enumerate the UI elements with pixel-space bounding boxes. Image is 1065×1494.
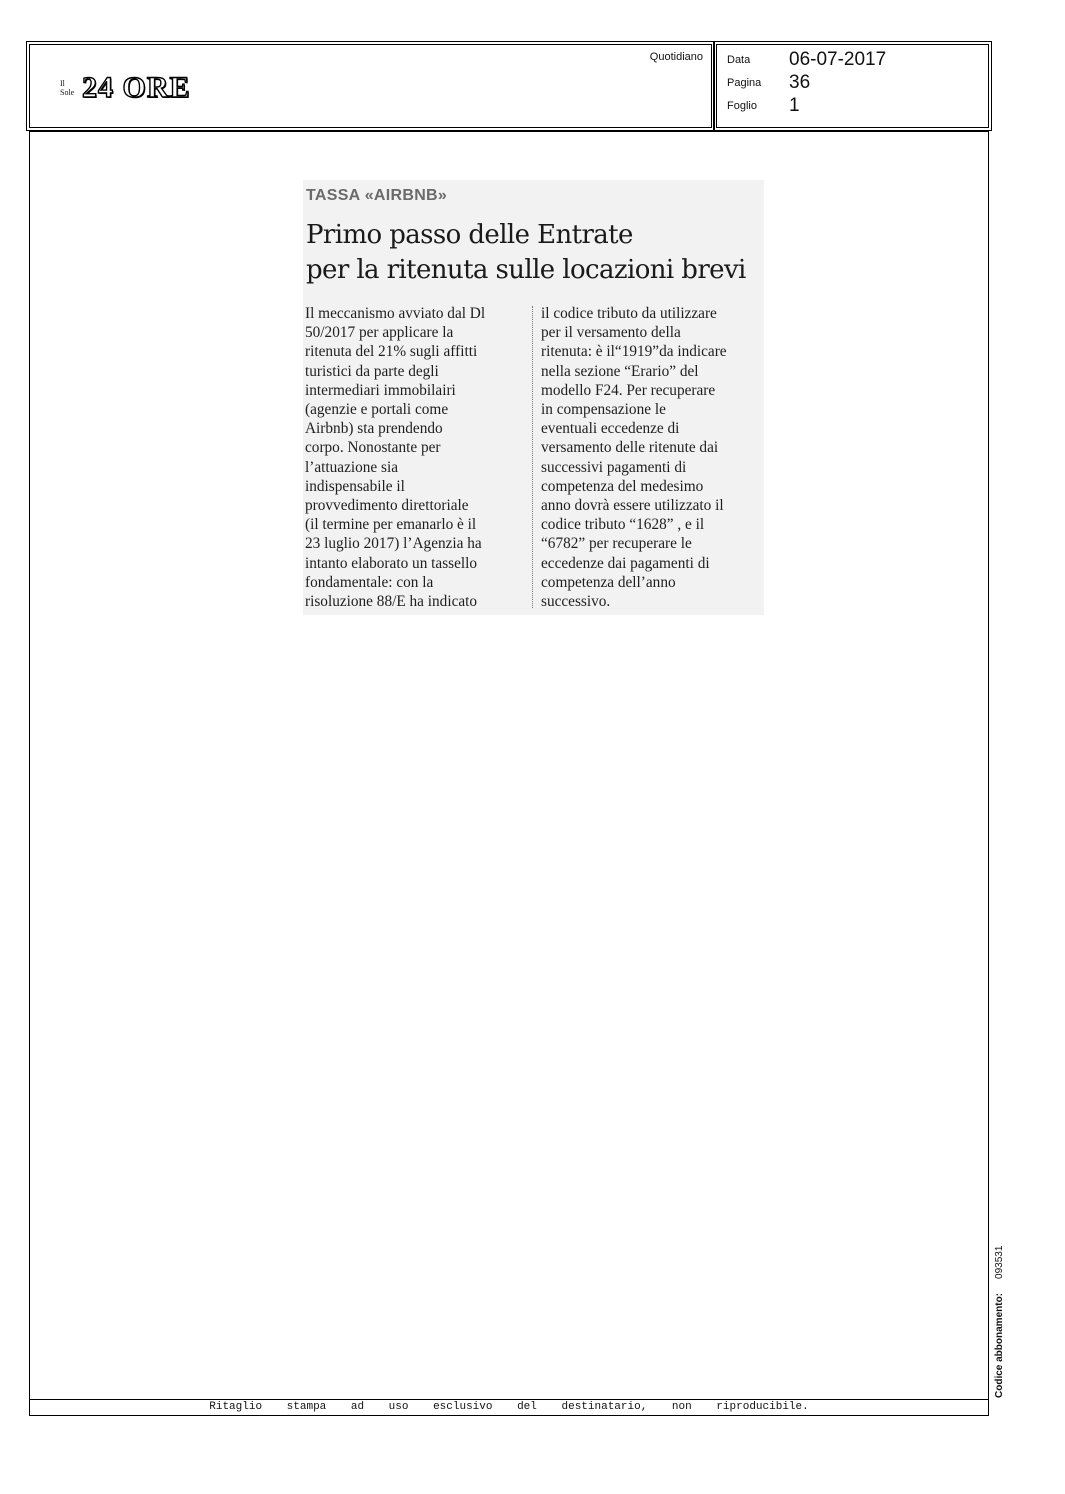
- subscription-code: [994, 1246, 1005, 1398]
- article-line: corpo. Nonostante per: [305, 439, 441, 457]
- article-line: competenza dell’anno: [541, 573, 676, 591]
- article-line: anno dovrà essere utilizzato il: [541, 497, 724, 515]
- article-line: (agenzie e portali come: [305, 401, 449, 419]
- article-line: 23 luglio 2017) l’Agenzia ha: [305, 535, 482, 553]
- footer-disclaimer: Ritaglio stampa ad uso esclusivo del destinatario, non riproducibile.: [209, 1401, 809, 1413]
- publication-type: Quotidiano: [649, 51, 703, 63]
- article-line: turistici da parte degli: [305, 362, 439, 380]
- article-column-2: [541, 304, 765, 611]
- article-headline: [306, 218, 762, 288]
- article-line: Airbnb) sta prendendo: [305, 420, 443, 438]
- article-line: ritenuta: è il“1919”da indicare: [541, 343, 727, 361]
- article-line: intanto elaborato un tassello: [305, 554, 478, 572]
- article-line: Il meccanismo avviato dal Dl: [305, 305, 486, 322]
- article-clip: [303, 180, 764, 615]
- header-meta-box: [716, 44, 989, 128]
- article-line: in compensazione le: [541, 401, 666, 419]
- logo-big-text: 24 ORE: [82, 71, 191, 104]
- meta-row-date: [727, 49, 977, 71]
- column-divider: [532, 306, 533, 608]
- article-line: 50/2017 per applicare la: [305, 324, 454, 342]
- footer-divider: [30, 1399, 988, 1400]
- article-line: competenza del medesimo: [541, 477, 704, 495]
- article-line: il codice tributo da utilizzare: [541, 305, 717, 322]
- article-line: successivi pagamenti di: [541, 458, 687, 476]
- meta-value: 06-07-2017: [789, 49, 887, 70]
- article-line: versamento delle ritenute dai: [541, 439, 719, 457]
- logo-small-text: Il Sole: [60, 79, 75, 97]
- article-line: ritenuta del 21% sugli affitti: [305, 343, 478, 361]
- article-line: successivo.: [541, 593, 611, 611]
- header-masthead-box: [29, 44, 712, 128]
- article-line: per il versamento della: [541, 324, 681, 342]
- meta-row-sheet: [727, 95, 977, 117]
- article-line: eccedenze dai pagamenti di: [541, 554, 710, 572]
- article-line: fondamentale: con la: [305, 573, 434, 591]
- meta-label: Foglio: [727, 100, 757, 112]
- meta-value: 1: [789, 95, 800, 116]
- headline-line: per la ritenuta sulle locazioni brevi: [306, 255, 746, 285]
- article-kicker: TASSA «AIRBNB»: [306, 187, 448, 204]
- headline-line: Primo passo delle Entrate: [306, 220, 633, 250]
- article-line: (il termine per emanarlo è il: [305, 516, 477, 534]
- subscription-number: 093531: [994, 1245, 1005, 1279]
- article-line: risoluzione 88/E ha indicato: [305, 593, 478, 611]
- meta-label: Data: [727, 54, 751, 66]
- article-line: nella sezione “Erario” del: [541, 362, 699, 380]
- subscription-label: Codice abbonamento:: [994, 1292, 1005, 1398]
- article-line: eventuali eccedenze di: [541, 420, 680, 438]
- meta-row-page: [727, 72, 977, 94]
- meta-value: 36: [789, 72, 811, 93]
- article-line: intermediari immobilairi: [305, 381, 456, 399]
- article-line: “6782” per recuperare le: [541, 535, 692, 553]
- article-line: indispensabile il: [305, 477, 405, 495]
- article-line: provvedimento direttoriale: [305, 497, 469, 515]
- article-column-1: [305, 304, 529, 611]
- meta-label: Pagina: [727, 77, 762, 89]
- article-line: l’attuazione sia: [305, 458, 399, 476]
- article-line: modello F24. Per recuperare: [541, 381, 716, 399]
- article-line: codice tributo “1628” , e il: [541, 516, 705, 534]
